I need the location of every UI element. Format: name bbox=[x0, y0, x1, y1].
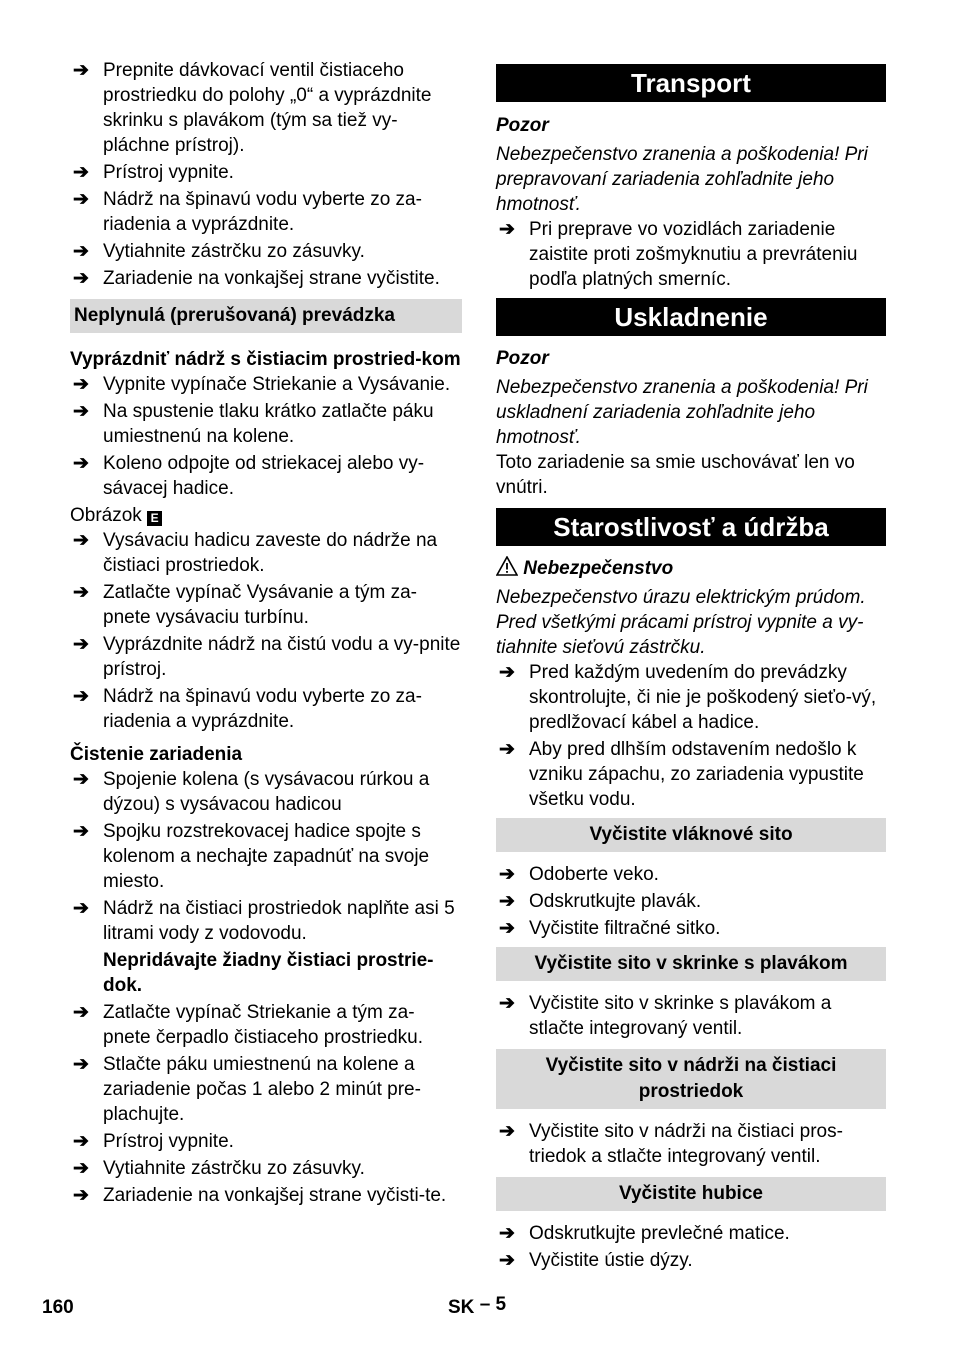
list-item: ➔ Nádrž na špinavú vodu vyberte zo za-riadenia a vyprázdnite. bbox=[73, 189, 422, 235]
list-item: ➔ Prístroj vypnite. bbox=[73, 1131, 234, 1152]
list-item: ➔ Vyprázdnite nádrž na čistú vodu a vy-pnite prístroj. bbox=[73, 634, 461, 680]
caution-label: Pozor bbox=[496, 348, 549, 369]
arrow-right-icon: ➔ bbox=[73, 453, 89, 474]
arrow-right-icon: ➔ bbox=[499, 662, 515, 683]
arrow-right-icon: ➔ bbox=[73, 268, 89, 289]
arrow-right-icon: ➔ bbox=[499, 739, 515, 760]
list-item: ➔ Odoberte veko. bbox=[499, 864, 659, 885]
section-title-transport: Transport bbox=[496, 64, 886, 102]
page-number: 160 bbox=[42, 1297, 74, 1318]
list-item: ➔ Aby pred dlhším odstavením nedošlo k vzniku zápachu, zo zariadenia vypustite všetku vodu. bbox=[499, 739, 864, 810]
list-item: ➔ Zatlačte vypínač Vysávanie a tým za-pnete vysávaciu turbínu. bbox=[73, 582, 417, 628]
arrow-right-icon: ➔ bbox=[73, 1158, 89, 1179]
subheading-cleaning: Čistenie zariadenia bbox=[70, 744, 243, 765]
arrow-right-icon: ➔ bbox=[73, 1131, 89, 1152]
heading-fiber-filter: Vyčistite vláknové sito bbox=[496, 818, 886, 852]
danger-label: Nebezpečenstvo bbox=[523, 558, 674, 579]
list-item: ➔ Pred každým uvedením do prevádzky skontrolujte, či nie je poškodený sieťo-vý, predlžovací kábel a hadice. bbox=[499, 662, 877, 733]
list-item: ➔ Nádrž na čistiaci prostriedok naplňte asi 5 litrami vody z vodovodu. bbox=[73, 898, 455, 944]
danger-text: Nebezpečenstvo úrazu elektrickým prúdom. Pred všetkými prácami prístroj vypnite a vy-tiahnite sieťovú zástrčku. bbox=[496, 587, 866, 658]
arrow-right-icon: ➔ bbox=[73, 401, 89, 422]
arrow-right-icon: ➔ bbox=[73, 821, 89, 842]
list-item: ➔ Prepnite dávkovací ventil čistiaceho prostriedku do polohy „0“ a vyprázdnite skrinku s plavákom (tým sa tiež vy-pláchne prístroj). bbox=[73, 60, 432, 156]
note-no-detergent: Nepridávajte žiadny čistiaci prostrie-dok. bbox=[103, 950, 434, 996]
list-item: ➔ Zariadenie na vonkajšej strane vyčistite. bbox=[73, 268, 440, 289]
list-item: ➔ Vysávaciu hadicu zaveste do nádrže na čistiaci prostriedok. bbox=[73, 530, 438, 576]
arrow-right-icon: ➔ bbox=[499, 1121, 515, 1142]
list-item: ➔ Spojku rozstrekovacej hadice spojte s kolenom a nechajte zapadnúť na svoje miesto. bbox=[73, 821, 430, 892]
arrow-right-icon: ➔ bbox=[73, 1185, 89, 1206]
right-column bbox=[496, 64, 886, 1275]
arrow-right-icon: ➔ bbox=[73, 189, 89, 210]
arrow-right-icon: ➔ bbox=[73, 60, 89, 81]
arrow-right-icon: ➔ bbox=[73, 530, 89, 551]
list-item: ➔ Stlačte páku umiestnenú na kolene a zariadenie počas 1 alebo 2 minút pre-plachujte. bbox=[73, 1054, 421, 1125]
list-item: ➔ Vyčistite sito v nádrži na čistiaci pros-triedok a stlačte integrovaný ventil. bbox=[499, 1121, 843, 1167]
arrow-right-icon: ➔ bbox=[499, 993, 515, 1014]
list-item: ➔ Odskrutkujte plavák. bbox=[499, 891, 702, 912]
caution-label: Pozor bbox=[496, 115, 549, 136]
arrow-right-icon: ➔ bbox=[73, 1002, 89, 1023]
heading-nozzles: Vyčistite hubice bbox=[496, 1177, 886, 1211]
list-item: ➔ Koleno odpojte od striekacej alebo vy-sávacej hadice. bbox=[73, 453, 425, 499]
storage-text: Toto zariadenie sa smie uschovávať len vo vnútri. bbox=[496, 452, 855, 498]
list-item: ➔ Zatlačte vypínač Striekanie a tým za-pnete čerpadlo čistiaceho prostriedku. bbox=[73, 1002, 424, 1048]
arrow-right-icon: ➔ bbox=[73, 162, 89, 183]
language-section-label bbox=[448, 1294, 507, 1319]
heading-tank-filter: Vyčistite sito v nádrži na čistiaci prostriedok bbox=[496, 1049, 886, 1109]
list-item: ➔ Odskrutkujte prevlečné matice. bbox=[499, 1223, 790, 1244]
list-item: ➔ Vyčistite ústie dýzy. bbox=[499, 1250, 693, 1271]
arrow-right-icon: ➔ bbox=[499, 219, 515, 240]
left-column bbox=[70, 58, 462, 1210]
section-title-storage: Uskladnenie bbox=[496, 298, 886, 336]
arrow-right-icon: ➔ bbox=[499, 864, 515, 885]
caution-text: Nebezpečenstvo zranenia a poškodenia! Pri prepravovaní zariadenia zohľadnite jeho hmotnosť. bbox=[496, 144, 868, 215]
figure-reference: Obrázok E bbox=[70, 503, 462, 528]
list-item: ➔ Prístroj vypnite. bbox=[73, 162, 234, 183]
caution-text: Nebezpečenstvo zranenia a poškodenia! Pri uskladnení zariadenia zohľadnite jeho hmotnosť. bbox=[496, 377, 868, 448]
subheading-empty-tank: Vyprázdniť nádrž s čistiacim prostried-kom bbox=[70, 349, 461, 370]
arrow-right-icon: ➔ bbox=[73, 634, 89, 655]
list-item: ➔ Vytiahnite zástrčku zo zásuvky. bbox=[73, 1158, 365, 1179]
arrow-right-icon: ➔ bbox=[499, 1223, 515, 1244]
list-item: ➔ Vypnite vypínače Striekanie a Vysávanie. bbox=[73, 374, 451, 395]
arrow-right-icon: ➔ bbox=[73, 769, 89, 790]
list-item: ➔ Vytiahnite zástrčku zo zásuvky. bbox=[73, 241, 365, 262]
arrow-right-icon: ➔ bbox=[499, 891, 515, 912]
arrow-right-icon: ➔ bbox=[499, 918, 515, 939]
figure-e-icon: E bbox=[147, 511, 162, 526]
arrow-right-icon: ➔ bbox=[73, 374, 89, 395]
section-title-care: Starostlivosť a údržba bbox=[496, 508, 886, 546]
intro-list bbox=[70, 58, 462, 291]
list-item: ➔ Vyčistite sito v skrinke s plavákom a stlačte integrovaný ventil. bbox=[499, 993, 832, 1039]
list-item: ➔ Na spustenie tlaku krátko zatlačte páku umiestnenú na kolene. bbox=[73, 401, 434, 447]
list-item: ➔ Spojenie kolena (s vysávacou rúrkou a dýzou) s vysávacou hadicou bbox=[73, 769, 430, 815]
list-item: ➔ Nádrž na špinavú vodu vyberte zo za-riadenia a vyprázdnite. bbox=[73, 686, 422, 732]
arrow-right-icon: ➔ bbox=[73, 241, 89, 262]
section-heading-intermittent: Neplynulá (prerušovaná) prevádzka bbox=[70, 299, 462, 333]
list-item: ➔ Vyčistite filtračné sitko. bbox=[499, 918, 721, 939]
warning-triangle-icon bbox=[496, 556, 518, 576]
heading-float-filter: Vyčistite sito v skrinke s plavákom bbox=[496, 947, 886, 981]
danger-label-row bbox=[496, 556, 886, 581]
language-code: SK bbox=[448, 1297, 475, 1318]
arrow-right-icon: ➔ bbox=[73, 1054, 89, 1075]
list-item: ➔ Zariadenie na vonkajšej strane vyčisti-te. bbox=[73, 1185, 447, 1206]
section-number: – 5 bbox=[479, 1294, 507, 1315]
list-item: ➔ Pri preprave vo vozidlách zariadenie zaistite proti zošmyknutiu a prevráteniu podľa platných smerníc. bbox=[499, 219, 858, 290]
arrow-right-icon: ➔ bbox=[73, 686, 89, 707]
arrow-right-icon: ➔ bbox=[73, 898, 89, 919]
arrow-right-icon: ➔ bbox=[73, 582, 89, 603]
arrow-right-icon: ➔ bbox=[499, 1250, 515, 1271]
